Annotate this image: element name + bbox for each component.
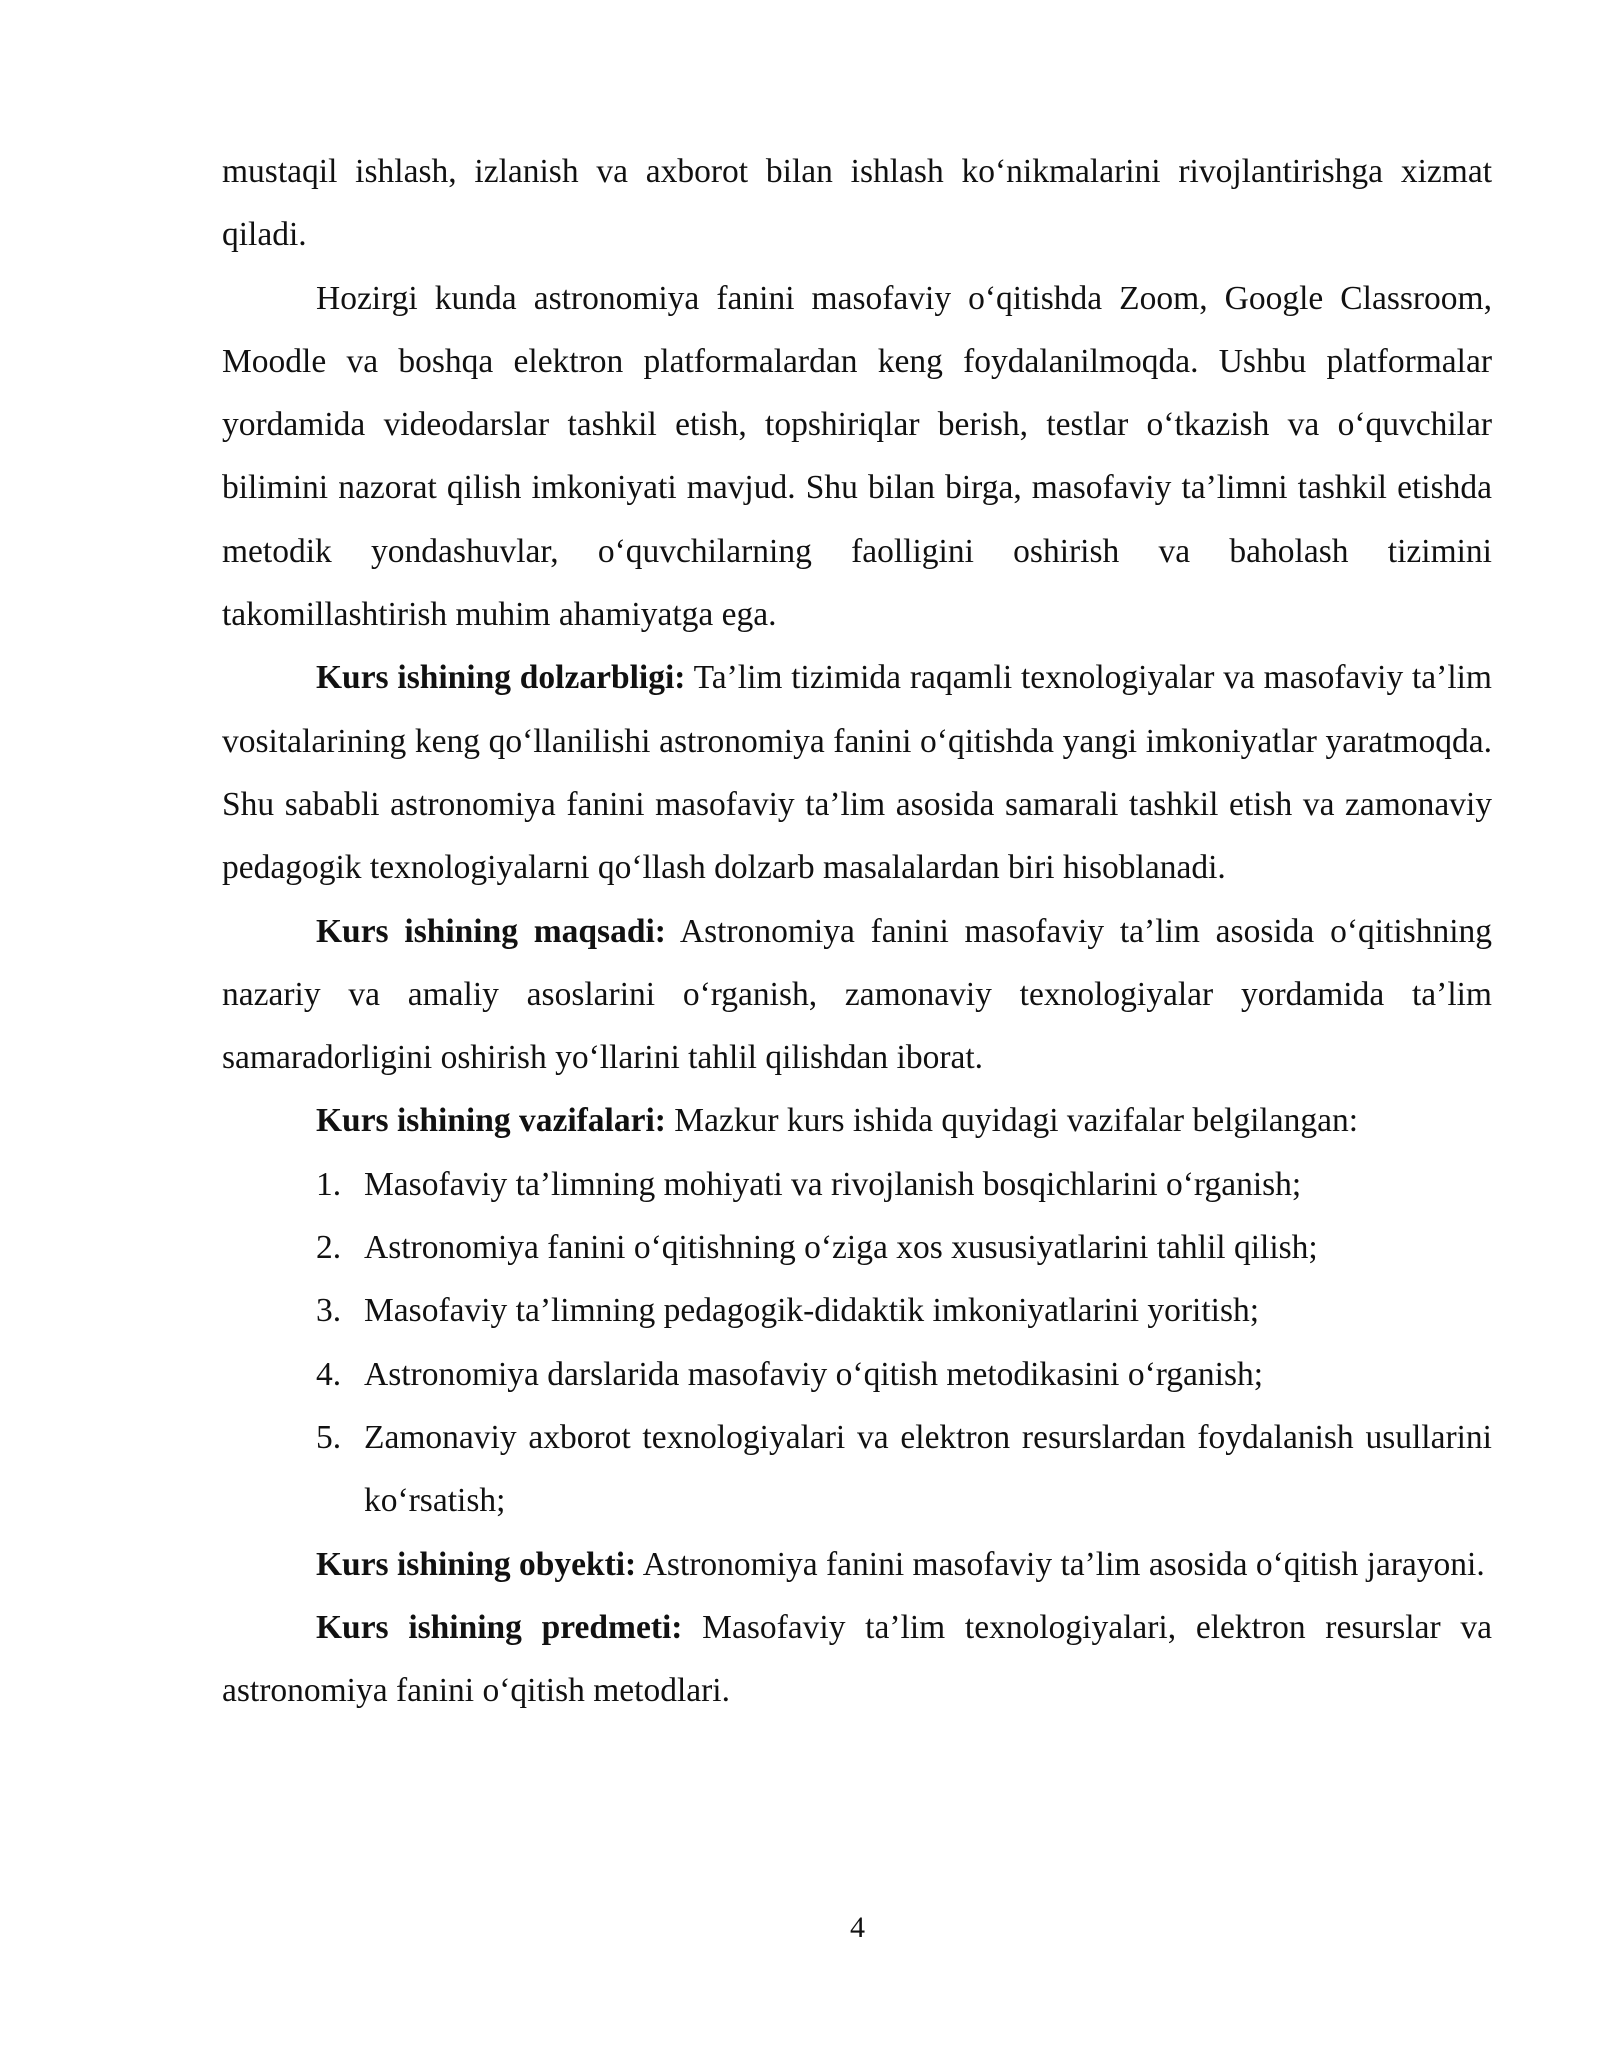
- list-item-text: Masofaviy ta’limning pedagogik-didaktik imkoniyatlarini yoritish;: [364, 1292, 1260, 1330]
- list-item-text: Astronomiya darslarida masofaviy o‘qitish metodikasini o‘rganish;: [364, 1355, 1264, 1393]
- task-list: [222, 1153, 1492, 1533]
- list-item: [222, 1153, 1492, 1216]
- section-predmeti-text: Masofaviy ta’lim texnologiyalari, elektron resurslar va astronomiya fanini o‘qitish metodlari.: [222, 1608, 1492, 1710]
- section-obyekti: [222, 1533, 1492, 1596]
- section-obyekti-text: Astronomiya fanini masofaviy ta’lim asosida o‘qitish jarayoni.: [636, 1545, 1485, 1583]
- list-item-text: Masofaviy ta’limning mohiyati va rivojlanish bosqichlarini o‘rganish;: [364, 1165, 1302, 1203]
- list-item-number: 1.: [316, 1165, 342, 1203]
- section-obyekti-label: Kurs ishining obyekti:: [316, 1545, 637, 1583]
- section-maqsadi-text: Astronomiya fanini masofaviy ta’lim asosida o‘qitishning nazariy va amaliy asoslarini o‘rganish, zamonaviy texnologiyalar yordamida ta’lim samaradorligini oshirish yo‘llarini tahlil qilishdan iborat.: [222, 912, 1492, 1077]
- list-item-number: 5.: [316, 1418, 342, 1456]
- section-vazifalari-text: Mazkur kurs ishida quyidagi vazifalar belgilangan:: [665, 1102, 1359, 1140]
- list-item-number: 4.: [316, 1355, 342, 1393]
- section-dolzarbligi-label: Kurs ishining dolzarbligi:: [316, 659, 686, 697]
- list-item: [222, 1343, 1492, 1406]
- section-predmeti: [222, 1596, 1492, 1723]
- section-dolzarbligi: [222, 646, 1492, 899]
- list-item: [222, 1279, 1492, 1342]
- list-item: [222, 1406, 1492, 1533]
- section-maqsadi-label: Kurs ishining maqsadi:: [316, 912, 666, 950]
- section-vazifalari-label: Kurs ishining vazifalari:: [316, 1102, 666, 1140]
- section-predmeti-label: Kurs ishining predmeti:: [316, 1608, 683, 1646]
- list-item-number: 2.: [316, 1229, 342, 1267]
- page-number: 4: [850, 1911, 865, 1944]
- section-dolzarbligi-text: Ta’lim tizimida raqamli texnologiyalar va masofaviy ta’lim vositalarining keng qo‘llanilishi astronomiya fanini o‘qitishda yangi imkoniyatlar yaratmoqda. Shu sababli astronomiya fanini masofaviy ta’lim asosida samarali tashkil etish va zamonaviy pedagogik texnologiyalarni qo‘llash dolzarb masalalardan biri hisoblanadi.: [222, 659, 1492, 887]
- list-item-text: Astronomiya fanini o‘qitishning o‘ziga xos xususiyatlarini tahlil qilish;: [364, 1229, 1318, 1267]
- section-vazifalari: [222, 1089, 1492, 1152]
- list-item-text: Zamonaviy axborot texnologiyalari va elektron resurslardan foydalanish usullarini ko‘rsatish;: [364, 1418, 1492, 1520]
- list-item-number: 3.: [316, 1292, 342, 1330]
- paragraph-platforms: Hozirgi kunda astronomiya fanini masofaviy o‘qitishda Zoom, Google Classroom, Moodle va boshqa elektron platformalardan keng foydalanilmoqda. Ushbu platformalar yordamida videodarslar tashkil etish, topshiriqlar berish, testlar o‘tkazish va o‘quvchilar bilimini nazorat qilish imkoniyati mavjud. Shu bilan birga, masofaviy ta’limni tashkil etishda metodik yondashuvlar, o‘quvchilarning faolligini oshirish va baholash tizimini takomillashtirish muhim ahamiyatga ega.: [222, 279, 1492, 634]
- page-body: [222, 140, 1492, 1722]
- section-maqsadi: [222, 900, 1492, 1090]
- list-item: [222, 1216, 1492, 1279]
- paragraph-continuation: mustaqil ishlash, izlanish va axborot bilan ishlash ko‘nikmalarini rivojlantirishga xizmat qiladi.: [222, 153, 1492, 254]
